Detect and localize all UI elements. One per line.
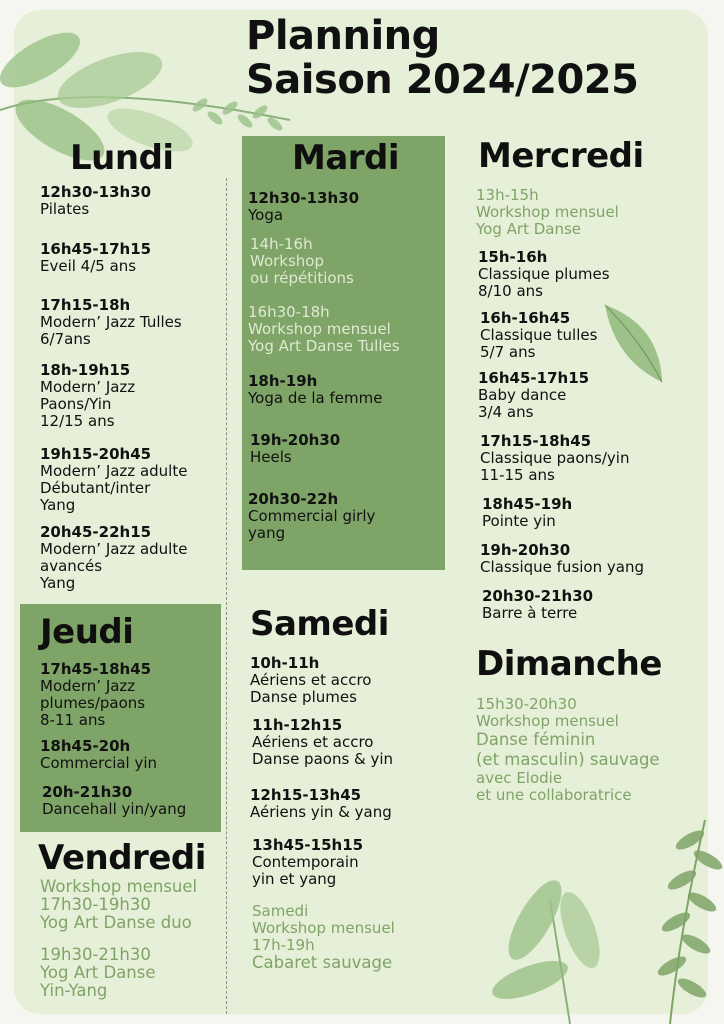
samedi-workshop-entry: Samedi Workshop mensuel 17h-19h Cabaret sauvage: [252, 902, 395, 972]
day-mardi: Mardi: [292, 138, 400, 178]
day-samedi: Samedi: [250, 604, 389, 644]
samedi-entry: 13h45-15h15 Contemporain yin et yang: [252, 836, 364, 888]
leaf-decoration-bottom-right: [490, 810, 724, 1024]
mercredi-entry: 19h-20h30 Classique fusion yang: [480, 541, 644, 576]
mercredi-entry: 15h-16h Classique plumes 8/10 ans: [478, 248, 610, 300]
day-lundi: Lundi: [70, 138, 174, 178]
leaf-decoration-small: [600, 300, 670, 390]
mercredi-entry: 16h45-17h15 Baby dance 3/4 ans: [478, 369, 590, 421]
lundi-entry: 18h-19h15 Modern’ Jazz Paons/Yin 12/15 ans: [40, 361, 136, 430]
mardi-entry: 12h30-13h30 Yoga: [248, 189, 360, 224]
dimanche-workshop-entry: 15h30-20h30 Workshop mensuel Danse féminin (et masculin) sauvage avec Elodie et une collaboratrice: [476, 695, 660, 804]
day-mercredi: Mercredi: [478, 136, 644, 176]
title-line-1: Planning: [246, 13, 440, 59]
column-divider: [226, 178, 227, 1014]
vendredi-workshop-entry: Workshop mensuel 17h30-19h30 Yog Art Danse duo: [40, 877, 198, 932]
mardi-entry: 18h-19h Yoga de la femme: [248, 372, 383, 407]
jeudi-entry: 18h45-20h Commercial yin: [40, 737, 158, 772]
mercredi-entry: 16h-16h45 Classique tulles 5/7 ans: [480, 309, 598, 361]
day-dimanche: Dimanche: [476, 644, 662, 684]
mardi-entry: 19h-20h30 Heels: [250, 431, 341, 466]
mercredi-workshop-entry: 13h-15h Workshop mensuel Yog Art Danse: [476, 186, 619, 238]
jeudi-entry: 17h45-18h45 Modern’ Jazz plumes/paons 8-11 ans: [40, 660, 152, 729]
title-line-2: Saison 2024/2025: [246, 57, 639, 103]
mercredi-entry: 17h15-18h45 Classique paons/yin 11-15 ans: [480, 432, 630, 484]
day-jeudi: Jeudi: [40, 612, 134, 652]
samedi-entry: 11h-12h15 Aériens et accro Danse paons & yin: [252, 716, 394, 768]
jeudi-entry: 20h-21h30 Dancehall yin/yang: [42, 783, 187, 818]
mardi-workshop-entry: 16h30-18h Workshop mensuel Yog Art Danse Tulles: [248, 303, 400, 355]
lundi-entry: 12h30-13h30 Pilates: [40, 183, 152, 218]
lundi-entry: 20h45-22h15 Modern’ Jazz adulte avancés Yang: [40, 523, 188, 592]
vendredi-workshop-entry: 19h30-21h30 Yog Art Danse Yin-Yang: [40, 945, 156, 1000]
day-vendredi: Vendredi: [38, 838, 206, 878]
lundi-entry: 16h45-17h15 Eveil 4/5 ans: [40, 240, 152, 275]
mercredi-entry: 20h30-21h30 Barre à terre: [482, 587, 594, 622]
samedi-entry: 10h-11h Aériens et accro Danse plumes: [250, 654, 372, 706]
lundi-entry: 17h15-18h Modern’ Jazz Tulles 6/7ans: [40, 296, 182, 348]
mardi-entry: 20h30-22h Commercial girly yang: [248, 490, 376, 542]
mardi-workshop-entry: 14h-16h Workshop ou répétitions: [250, 235, 354, 287]
page-title: [246, 14, 686, 102]
mercredi-entry: 18h45-19h Pointe yin: [482, 495, 573, 530]
samedi-entry: 12h15-13h45 Aériens yin & yang: [250, 786, 392, 821]
lundi-entry: 19h15-20h45 Modern’ Jazz adulte Débutant/inter Yang: [40, 445, 188, 514]
